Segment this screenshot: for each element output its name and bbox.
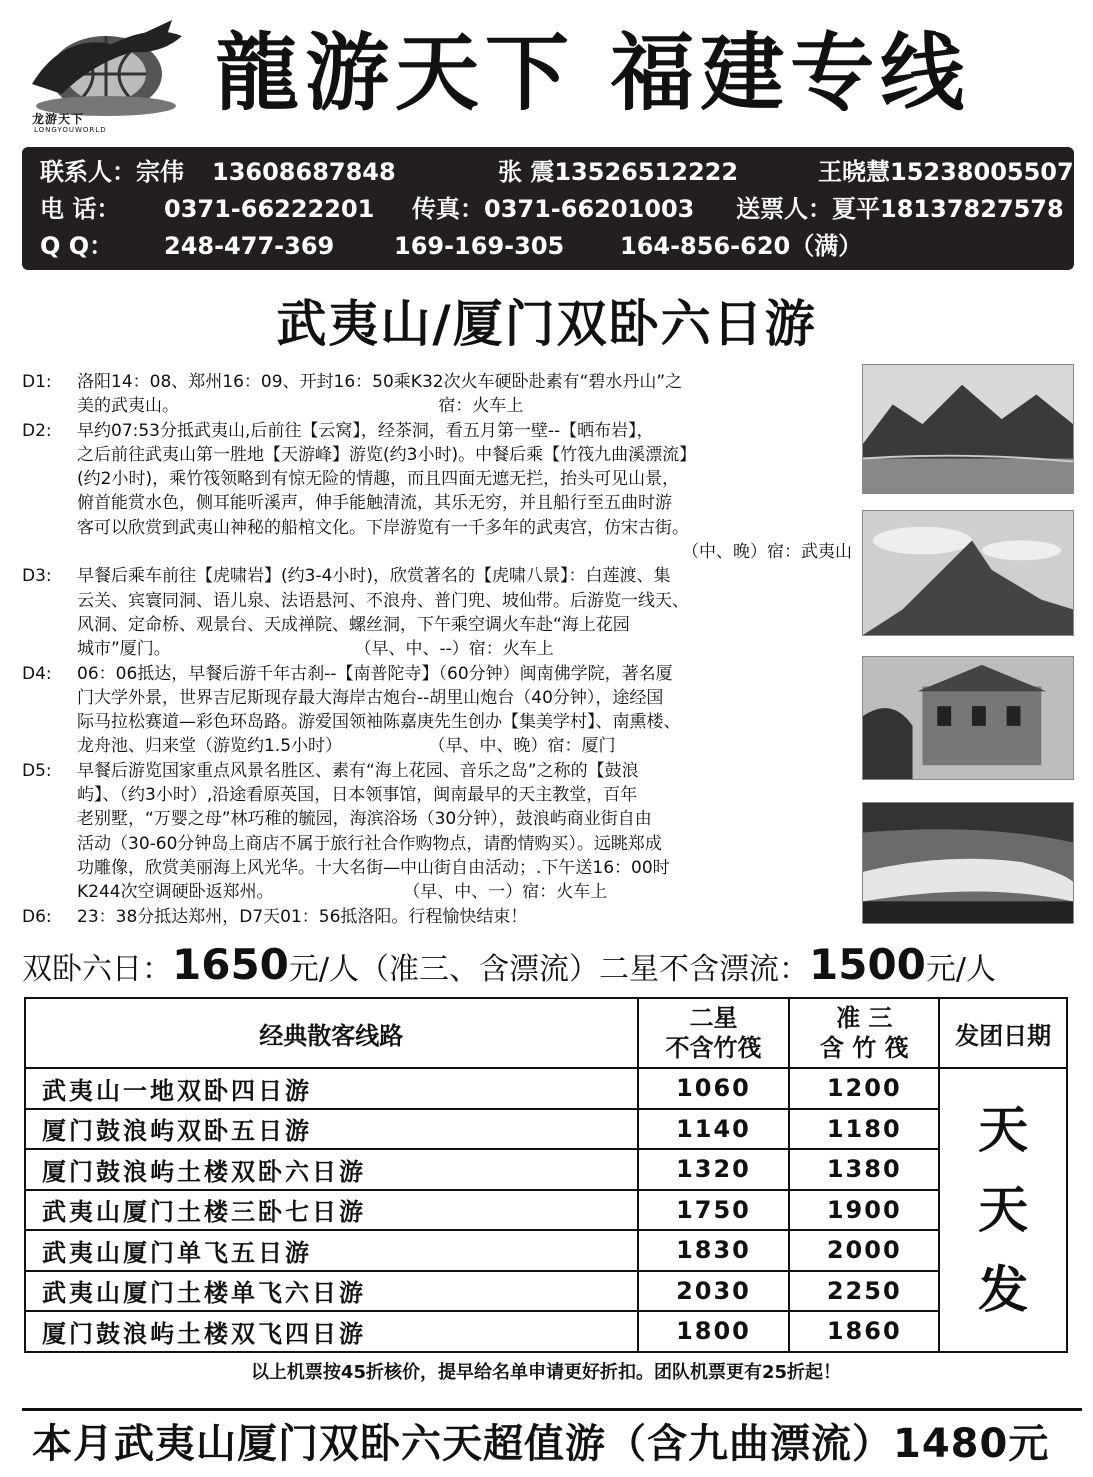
day-label: D1: — [22, 372, 52, 392]
itinerary-line: 之后前往武夷山第一胜地【天游峰】游览(约3小时)。中餐后乘【竹筏九曲溪漂流】 — [77, 444, 697, 465]
contact-phone-1: 13608687848 — [212, 158, 396, 186]
table-row — [25, 1230, 1067, 1271]
itinerary — [22, 370, 852, 929]
itinerary-line: 城市”厦门。 （早、中、--）宿：火车上 — [77, 639, 554, 660]
logo-text: 龙游天下 — [32, 112, 85, 126]
table-row — [25, 1109, 1067, 1150]
price-suffix-1: 元/人（准三、含漂流）二星不含漂流： — [288, 952, 810, 987]
col-header-route: 经典散客线路 — [25, 998, 638, 1068]
itinerary-line: 老别墅，“万婴之母”林巧稚的毓园，海滨浴场（30分钟），鼓浪屿商业街自由 — [77, 809, 652, 830]
price-three-star-cell: 1180 — [789, 1109, 939, 1150]
itinerary-day — [22, 370, 852, 419]
day-label: D2: — [22, 420, 52, 441]
route-name: 厦门鼓浪屿双卧五日游 — [25, 1109, 638, 1150]
photo-river-bend — [862, 802, 1074, 924]
page-title: 龍游天下 福建专线 — [215, 24, 971, 122]
itinerary-day — [22, 419, 852, 565]
qq-number-3: 164-856-620（满） — [620, 232, 863, 260]
price-two-star-cell: 1830 — [638, 1230, 790, 1271]
contact-phone-3: 王晓慧15238005507 — [818, 158, 1074, 186]
photo-colonial-building — [862, 656, 1074, 780]
price-two-star-cell: 1320 — [638, 1149, 790, 1190]
itinerary-line: 美的武夷山。 宿：火车上 — [77, 396, 524, 417]
contact-person: 联系人：宗伟 — [40, 158, 184, 186]
price-two-star-cell: 2030 — [638, 1271, 790, 1312]
itinerary-line: 洛阳14：08、郑州16：09、开封16：50乘K32次火车硬卧赴素有“碧水丹山”之 — [77, 372, 683, 392]
price-two-star: 1500 — [809, 940, 926, 989]
itinerary-line: 早餐后游览国家重点风景名胜区、素有“海上花园、音乐之岛”之称的【鼓浪 — [77, 760, 639, 781]
qq-number-1: 248-477-369 — [164, 232, 335, 260]
daily-departure-char: 天 — [978, 1180, 1029, 1239]
qq-label: Q Q： — [40, 232, 114, 260]
itinerary-line: 云关、宾寰同洞、语儿泉、法语悬河、不浪舟、普门兜、坡仙带。后游览一线天、 — [77, 590, 689, 611]
price-three-star-cell: 2250 — [789, 1271, 939, 1312]
route-name: 厦门鼓浪屿土楼双卧六日游 — [25, 1149, 638, 1190]
qq-number-2: 169-169-305 — [394, 232, 565, 260]
day-label: D4: — [22, 663, 52, 684]
itinerary-line: 客可以欣赏到武夷山神秘的船棺文化。下岸游览有一千多年的武夷宫，仿宋古街。 — [77, 517, 689, 538]
price-two-star-cell: 1800 — [638, 1311, 790, 1352]
price-prefix: 双卧六日： — [22, 952, 172, 987]
route-title: 武夷山/厦门双卧六日游 — [276, 295, 817, 353]
itinerary-line: 早约07:53分抵武夷山,后前往【云窝】，经茶洞，看五月第一壁--【晒布岩】， — [77, 420, 654, 441]
col-header-two-star: 二星 不含竹筏 — [638, 998, 790, 1068]
table-row — [25, 1271, 1067, 1312]
photo-mountain-river — [862, 364, 1074, 494]
price-three-star-cell: 2000 — [789, 1230, 939, 1271]
route-name: 武夷山厦门土楼三卧七日游 — [25, 1190, 638, 1231]
table-row — [25, 1190, 1067, 1231]
daily-departure-char: 发 — [978, 1260, 1029, 1319]
itinerary-day — [22, 564, 852, 661]
route-name: 厦门鼓浪屿土楼双飞四日游 — [25, 1311, 638, 1352]
price-three-star-cell: 1860 — [789, 1311, 939, 1352]
price-three-star-cell: 1200 — [789, 1068, 939, 1109]
ticket-discount-note: 以上机票按45折核价，提早给名单申请更好折扣。团队机票更有25折起！ — [250, 1361, 842, 1383]
price-three-star-cell: 1380 — [789, 1149, 939, 1190]
itinerary-day — [22, 759, 852, 905]
table-note-row — [25, 1352, 1067, 1389]
route-price-table — [24, 997, 1068, 1389]
logo-subtext: LONGYOUWORLD — [34, 126, 107, 134]
itinerary-line: 23：38分抵达郑州，D7天01：56抵洛阳。行程愉快结束！ — [77, 906, 528, 927]
itinerary-line: 俯首能赏水色，侧耳能听溪声，伸手能触清流，其乐无穷，并且船行至五曲时游 — [77, 493, 672, 514]
ticket-delivery: 送票人：夏平18137827578 — [736, 195, 1064, 223]
price-two-star-cell: 1060 — [638, 1068, 790, 1109]
day-label: D3: — [22, 566, 52, 587]
itinerary-line: 早餐后乘车前往【虎啸岩】(约3-4小时)，欣赏著名的【虎啸八景】：白莲渡、集 — [77, 566, 671, 587]
itinerary-line: 风洞、定命桥、观景台、天成禅院、螺丝洞，下午乘空调火车赴“海上花园 — [77, 614, 630, 635]
route-name: 武夷山厦门单飞五日游 — [25, 1230, 638, 1271]
fax-number: 传真：0371-66201003 — [412, 195, 695, 223]
itinerary-line: 功雕像，欣赏美丽海上风光华。十大名街—中山街自由活动；.下午送16：00时 — [77, 857, 670, 878]
day-label: D5: — [22, 760, 52, 781]
price-three-star-cell: 1900 — [789, 1190, 939, 1231]
photo-rock-peak — [862, 510, 1074, 636]
itinerary-line: K244次空调硬卧返郑州。 （早、中、一）宿：火车上 — [77, 882, 608, 903]
price-two-star-cell: 1140 — [638, 1109, 790, 1150]
day-label: D6: — [22, 906, 52, 927]
contact-bar — [22, 147, 1074, 270]
table-row — [25, 1311, 1067, 1352]
table-header-row — [25, 998, 1067, 1068]
itinerary-day — [22, 905, 852, 929]
col-header-depart: 发团日期 — [939, 998, 1067, 1068]
telephone-number: 0371-66222201 — [164, 195, 375, 223]
itinerary-line: 屿】、（约3小时）,沿途看原英国，日本领事馆，闽南最早的天主教堂，百年 — [77, 785, 638, 806]
itinerary-line: 际马拉松赛道—彩色环岛路。游爱国领袖陈嘉庚先生创办【集美学村】、南熏楼、 — [77, 712, 681, 733]
daily-departure-char: 天 — [978, 1100, 1029, 1159]
bottom-promo-banner: 本月武夷山厦门双卧六天超值游（含九曲漂流）1480元 — [22, 1408, 1082, 1469]
price-double-berth: 1650 — [172, 940, 289, 989]
contact-phone-2: 张 震13526512222 — [498, 158, 739, 186]
price-suffix-2: 元/人 — [925, 952, 997, 987]
daily-departure-cell — [939, 1068, 1067, 1352]
price-two-star-cell: 1750 — [638, 1190, 790, 1231]
route-name: 武夷山一地双卧四日游 — [25, 1068, 638, 1109]
itinerary-line: （中、晚）宿：武夷山 — [682, 542, 852, 563]
table-row — [25, 1068, 1067, 1109]
itinerary-line: 06：06抵达，早餐后游千年古刹--【南普陀寺】（60分钟）闽南佛学院，著名厦 — [77, 663, 673, 684]
telephone-label: 电 话： — [40, 195, 121, 223]
itinerary-line: (约2小时)，乘竹筏领略到有惊无险的情趣，而且四面无遮无拦，抬头可见山景， — [77, 469, 680, 490]
itinerary-line: 活动（30-60分钟岛上商店不属于旅行社合作购物点，请酌情购买）。远眺郑成 — [77, 833, 662, 854]
table-row — [25, 1149, 1067, 1190]
route-name: 武夷山厦门土楼单飞六日游 — [25, 1271, 638, 1312]
itinerary-line: 龙舟池、归来堂（游览约1.5小时） （早、中、晚）宿：厦门 — [77, 736, 616, 757]
itinerary-line: 门大学外景，世界吉尼斯现存最大海岸古炮台--胡里山炮台（40分钟），途经国 — [77, 687, 664, 708]
itinerary-day — [22, 662, 852, 759]
price-summary — [22, 940, 1082, 995]
col-header-three-star: 准 三 含 竹 筏 — [789, 998, 939, 1068]
